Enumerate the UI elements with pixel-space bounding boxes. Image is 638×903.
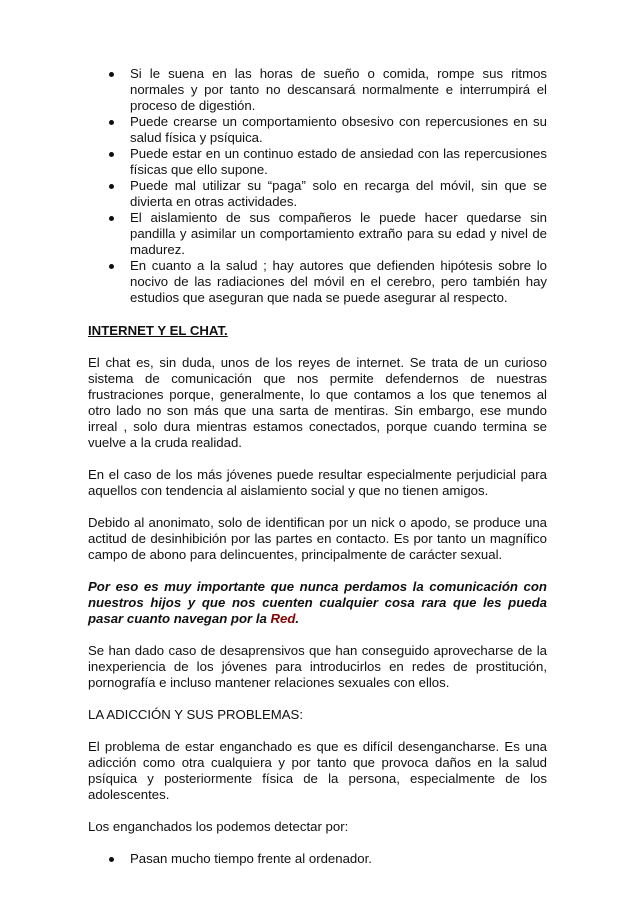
section-heading-internet-chat: INTERNET Y EL CHAT. bbox=[88, 323, 228, 338]
emphasis-end: . bbox=[295, 611, 300, 626]
addiction-bullet-list bbox=[88, 851, 547, 867]
list-item bbox=[88, 258, 547, 306]
bullet-icon bbox=[109, 264, 114, 269]
list-item-text: Puede estar en un continuo estado de ansiedad con las repercusiones físicas que ello supone. bbox=[130, 146, 547, 177]
list-item bbox=[88, 210, 547, 258]
paragraph: Debido al anonimato, solo de identifican por un nick o apodo, se produce una actitud de desinhibición por las partes en contacto. Es por tanto un magnífico campo de abono para delincuentes, principalmente de carácter sexual. bbox=[88, 515, 547, 562]
emphasis-red-word: Red bbox=[270, 611, 296, 626]
emphasis-paragraph bbox=[88, 579, 547, 627]
list-item bbox=[88, 851, 547, 867]
list-item bbox=[88, 146, 547, 178]
list-item-text: Puede mal utilizar su “paga” solo en recarga del móvil, sin que se divierta en otras actividades. bbox=[130, 178, 547, 209]
paragraph: Los enganchados los podemos detectar por: bbox=[88, 819, 349, 834]
list-item-text: El aislamiento de sus compañeros le puede hacer quedarse sin pandilla y asimilar un comportamiento extraño para su edad y nivel de madurez. bbox=[130, 210, 547, 257]
list-item-text: Puede crearse un comportamiento obsesivo con repercusiones en su salud física y psíquica. bbox=[130, 114, 547, 145]
list-item bbox=[88, 178, 547, 210]
bullet-icon bbox=[109, 120, 114, 125]
paragraph: En el caso de los más jóvenes puede resultar especialmente perjudicial para aquellos con tendencia al aislamiento social y que no tienen amigos. bbox=[88, 467, 547, 498]
bullet-icon bbox=[109, 216, 114, 221]
bullet-icon bbox=[109, 184, 114, 189]
list-item bbox=[88, 66, 547, 114]
emphasis-text: Por eso es muy importante que nunca perdamos la comunicación con nuestros hijos y que nos cuenten cualquier cosa rara que les pueda pasar cuanto navegan por la bbox=[88, 579, 547, 626]
paragraph: El chat es, sin duda, unos de los reyes de internet. Se trata de un curioso sistema de comunicación que nos permite defendernos de nuestras frustraciones porque, generalmente, lo que contamos a los que tenemos al otro lado no son más que una sarta de mentiras. Sin embargo, ese mundo irreal , solo dura mientras estamos conectados, porque cuando termina se vuelve a la cruda realidad. bbox=[88, 355, 547, 450]
list-item bbox=[88, 114, 547, 146]
bullet-icon bbox=[109, 857, 114, 862]
bullet-icon bbox=[109, 72, 114, 77]
bullet-icon bbox=[109, 152, 114, 157]
list-item-text: En cuanto a la salud ; hay autores que defienden hipótesis sobre lo nocivo de las radiaciones del móvil en el cerebro, pero también hay estudios que aseguran que nada se puede asegurar al respecto. bbox=[130, 258, 547, 305]
list-item-text: Si le suena en las horas de sueño o comida, rompe sus ritmos normales y por tanto no descansará normalmente e interrumpirá el proceso de digestión. bbox=[130, 66, 547, 113]
section-heading-adiccion: LA ADICCIÓN Y SUS PROBLEMAS: bbox=[88, 707, 303, 722]
paragraph: Se han dado caso de desaprensivos que han conseguido aprovecharse de la inexperiencia de los jóvenes para introducirlos en redes de prostitución, pornografía e incluso mantener relaciones sexuales con ellos. bbox=[88, 643, 547, 690]
risk-bullet-list bbox=[88, 66, 547, 306]
paragraph: El problema de estar enganchado es que es difícil desengancharse. Es una adicción como otra cualquiera y por tanto que provoca daños en la salud psíquica y posteriormente física de la persona, especialmente de los adolescentes. bbox=[88, 739, 547, 802]
list-item-text: Pasan mucho tiempo frente al ordenador. bbox=[130, 851, 372, 866]
page-content bbox=[88, 66, 547, 867]
